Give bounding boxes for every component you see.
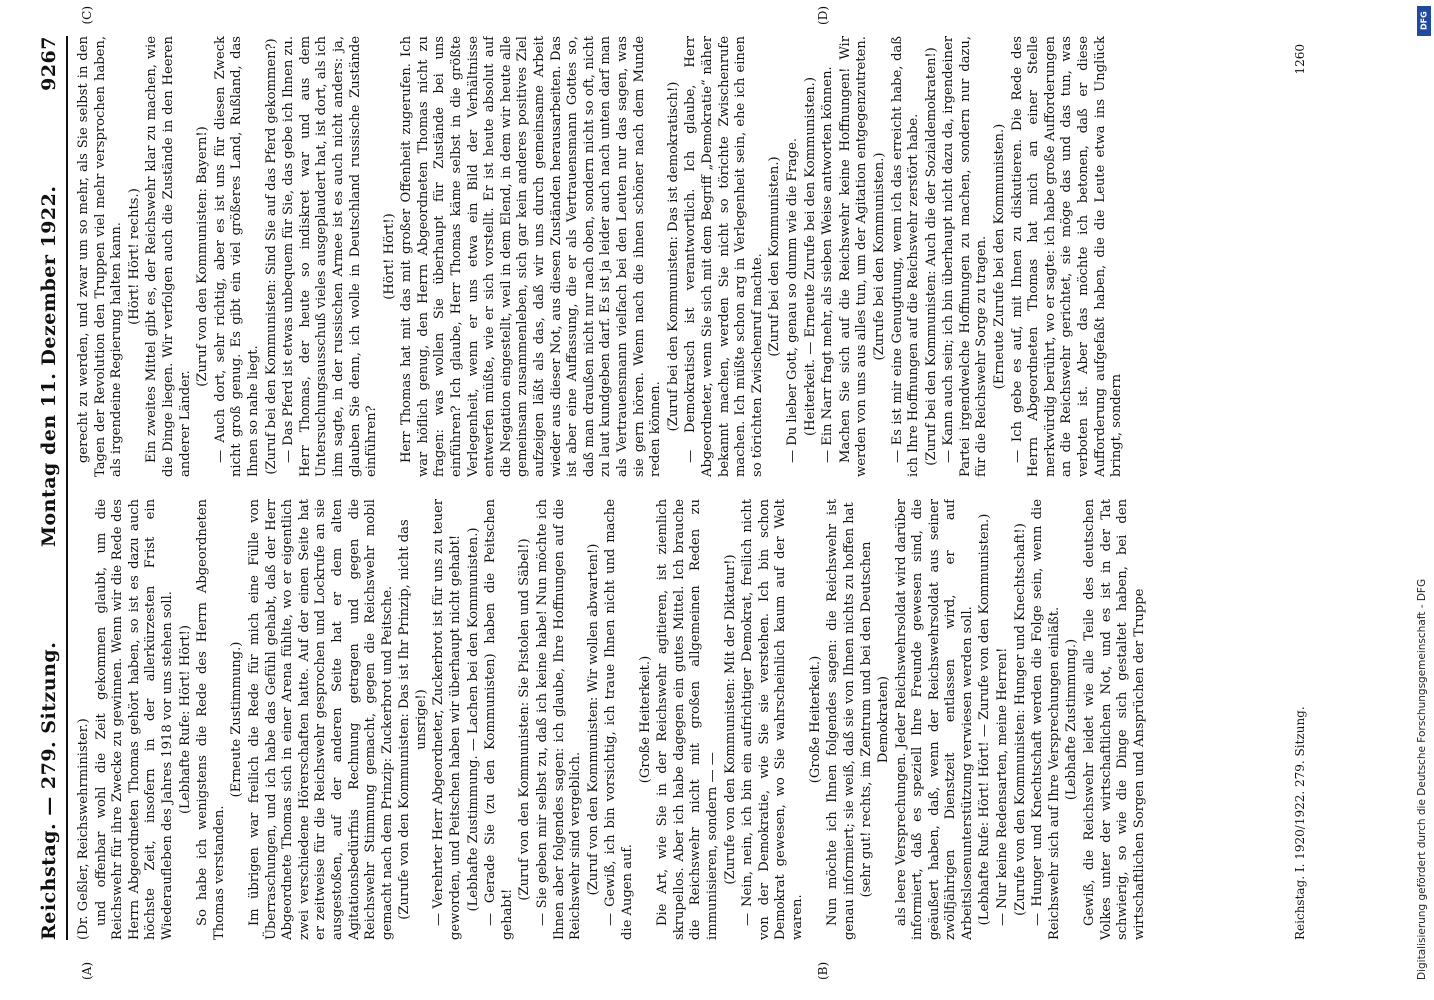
paragraph: — Gewiß, ich bin vorsichtig, ich traue Ihnen nicht und mache die Augen auf. [603, 499, 635, 940]
margin-marker-b: (B) [816, 961, 830, 980]
interjection: (Zurufe von den Kommunisten: Hunger und Knechtschaft!) [1012, 523, 1028, 916]
interjection: (Lebhafte Zustimmung.) [1064, 638, 1080, 801]
interjection: (Große Heiterkeit.) [807, 655, 823, 784]
paragraph: — Verehrter Herr Abgeordneter, Zuckerbrot ist für uns zu teuer geworden, und Peitschen haben wir überhaupt nicht gehabt! [431, 499, 464, 940]
interjection: (Lebhafte Rufe: Hört! Hört! — Zurufe von den Kommunisten.) [977, 513, 993, 926]
left-column [76, 499, 1291, 940]
paragraph: Herr Thomas hat mit das mit großer Offenheit zugerufen. Ich war höflich genug, den Herrn Abgeordneten Thomas nicht zu fragen: was wollen Sie überhaupt für Zustände bei uns einführen? Ich glaube, Herr Thomas käme selbst in die größte Verlegenheit, wenn er uns etwa ein Bild der Verhältnisse entwerfen müßte, wie er sich vorstellt. Er ist heute absolut auf die Negation eingestellt, weil in dem Elend, in dem wir heute alle gemeinsam zusammenleben, sich gar kein anderes positives Ziel aufzeigen läßt als das, daß wir uns durch gemeinsame Arbeit wieder aus dieser Not, aus diesen Zuständen herausarbeiten. Das ist aber eine Auffassung, die er als Vertrauensmann Gottes so, daß man draußen nicht nur nach oben, sondern nicht so oft, nicht zu laut kundgeben darf. Es ist ja leider auch nach unten darf man als Vertrauensmann vielfach bei den Leuten nur das sagen, was sie gern hören. Wenn nach die ihnen schöner nach dem Munde reden können. [399, 36, 664, 477]
paragraph: — Auch dort, sehr richtig, aber es ist uns für diesen Zweck nicht groß genug. Es gibt ein viel größeres Land, Rußland, das Ihnen so nahe liegt. [212, 36, 261, 477]
paragraph: — Sie geben mir selbst zu, daß ich keine habe! Nun möchte ich Ihnen aber folgendes sagen: ich glaube, Ihre Hoffnungen auf die Reichswehr sind vergeblich. [535, 499, 584, 940]
interjection: (Zurufe von den Kommunisten: Das ist Ihr Prinzip, nicht das unsrige!) [397, 519, 429, 920]
paragraph: — Nur keine Redensarten, meine Herren! [995, 647, 1011, 926]
interjection: (Zurufe bei den Kommunisten.) [871, 152, 887, 361]
header-date: Montag den 11. Dezember 1922. [38, 185, 60, 548]
paragraph: — Demokratisch ist verantwortlich. Ich glaube, Herr Abgeordneter, wenn Sie sich mit dem Begriff „Demokratie“ näher bekannt machen, werden Sie nicht so törichte Zwischenrufe machen. Ich müßte schon arg in Verlegenheit sein, ehe ich einen so törichten Zwischenruf machte. [683, 36, 765, 477]
margin-marker-c: (C) [80, 6, 94, 25]
interjection: (Dr. Geßler, Reichswehrminister.) [76, 718, 91, 940]
paragraph: — Das Pferd ist etwas unbequem für Sie, das gebe ich Ihnen zu. Herr Thomas, der heute so indiskret war und aus dem Untersuchungsausschuß vieles ausgeplaudert hat, ist dort, als ich ihm sagte, in der russischen Armee ist es auch nicht anders: ja, glauben Sie denn, ich wolle in Deutschland russische Zustände einführen? [281, 36, 380, 477]
page-number: 9267 [38, 36, 60, 91]
paragraph: — Nein, nein, ich bin ein aufrichtiger Demokrat, freilich nicht von der Demokratie, wie Sie sie verstehen. Ich bin schon Demokrat gewesen, wo Sie wahrscheinlich kaum auf der Welt waren. [740, 499, 805, 940]
interjection: (Große Heiterkeit.) [637, 655, 653, 784]
dfg-sidebar [1412, 0, 1434, 1000]
interjection: (Zurufe von den Kommunisten: Mit der Diktatur!) [722, 554, 738, 885]
paragraph: Nun möchte ich Ihnen folgendes sagen: die Reichswehr ist genau informiert; sie weiß, daß sie von Ihnen nichts zu hoffen hat [825, 499, 857, 940]
paragraph: Im übrigen war freilich die Rede für mich eine Fülle von Überraschungen, und ich habe das Gefühl gehabt, daß der Herr Abgeordnete Thomas sich in einer Arena fühlte, wo er eigentlich zwei verschiedene Hörerschaften hatte. Auf der einen Seite hat er zeitweise für die Reichswehr gesprochen und Lockrufe an sie ausgestoßen, auf der anderen Seite hat er dem alten Agitationsbedürfnis Rechnung getragen und gegen die Reichswehr Stimmung gemacht, gegen die Reichswehr mobil gemacht nach dem Prinzip: Zuckerbrot und Peitsche. [246, 499, 395, 940]
paragraph: — Du lieber Gott, genau so dumm wie die Frage. [784, 138, 800, 463]
paragraph: Die Art, wie Sie in der Reichswehr agitieren, ist ziemlich skrupellos. Aber ich habe dagegen ein gutes Mittel. Ich brauche die Reichswehr nicht mit großen allgemeinen Reden zu immunisieren, sondern — — [655, 499, 720, 940]
interjection: (sehr gut! rechts, im Zentrum und bei den Deutschen Demokraten) [859, 541, 891, 898]
paragraph: Gewiß, die Reichswehr leidet wie alle Teile des deutschen Volkes unter der wirtschaftlichen Not, und es ist in der Tat schwierig, so wie die Dinge sich gestaltet haben, bei den wirtschaftlichen Sorgen und Ansprüchen der Truppe [1082, 499, 1147, 940]
header-session: Reichstag. — 279. Sitzung. [38, 641, 60, 940]
margin-marker-d: (D) [816, 6, 830, 25]
text-columns [76, 6, 1291, 980]
interjection: (Zuruf von den Kommunisten: Sie Pistolen und Säbel!) [517, 538, 533, 901]
margin-marker-a: (A) [80, 961, 94, 980]
interjection: (Lebhafte Zustimmung. — Lachen bei den Kommunisten.) [465, 527, 481, 912]
interjection: (Lebhafte Rufe: Hört! Hört!) [177, 624, 193, 815]
paragraph: — Ein Narr fragt mehr, als sieben Weise antworten können. [820, 66, 836, 463]
interjection: (Zuruf bei den Kommunisten.) [767, 156, 783, 357]
paragraph: und offenbar wohl die Zeit gekommen glaubt, um die Reichswehr für ihre Zwecke zu gewinnen. Wenn wir die Rede des Herrn Abgeordneten Thomas gehört haben, so ist es dazu auch höchste Zeit, insofern in der allerkürzesten Frist ein Wiederaufleben des Jahres 1918 vor uns stehen soll. [93, 499, 175, 940]
interjection: (Heiterkeit. — Erneute Zurufe bei den Kommunisten.) [802, 77, 818, 436]
paragraph: Ein zweites Mittel gibt es, der Reichswehr klar zu machen, wie die Dinge liegen. Wir verfolgen auch die Zustände in den Heeren anderer Länder. [144, 36, 193, 477]
paragraph: — Kann auch sein; ich bin überhaupt nicht dazu da, irgendeiner Partei irgendwelche Hoffnungen zu machen, sondern nur dazu, für die Reichswehr Sorge zu tragen. [941, 36, 990, 477]
dfg-stamp: Digitalisierung gefördert durch die Deutsche Forschungsgemeinschaft - DFG [1416, 578, 1428, 980]
paragraph: als leere Versprechungen. Jeder Reichswehrsoldat wird darüber informiert, daß es speziell Ihre Freunde gewesen sind, die geäußert haben, daß, wenn der Reichswehrsoldat aus seiner zwölfjährigen Dienstzeit entlassen wird, er auf Arbeitslosenunterstützung verwiesen werden soll. [893, 499, 975, 940]
interjection: (Erneute Zurufe bei den Kommunisten.) [992, 123, 1008, 390]
right-column [76, 36, 1291, 477]
footer-reference: Reichstag. I. 1920/1922. 279. Sitzung. [1293, 706, 1307, 940]
page-header [38, 36, 68, 940]
paragraph: So habe ich wenigstens die Rede des Herrn Abgeordneten Thomas verstanden. [195, 499, 227, 940]
paragraph: — Es ist mir eine Genugtuung, wenn ich das erreicht habe, daß ich Ihre Hoffnungen auf die Reichswehr zerstört habe. [889, 36, 922, 477]
interjection: (Zuruf von den Kommunisten: Bayern!) [195, 126, 211, 387]
paragraph: — Gerade Sie (zu den Kommunisten) haben die Peitschen gehabt! [483, 499, 515, 940]
page-footer [1293, 36, 1307, 940]
interjection: (Hört! Hört! rechts.) [126, 188, 142, 325]
dfg-logo: DFG [1417, 6, 1431, 36]
paragraph: — Ich gebe es auf, mit Ihnen zu diskutieren. Die Rede des Herrn Abgeordneten Thomas hat mich an einer Stelle merkwürdig berührt, wo er sagte: ich habe große Aufforderungen an die Reichswehr gerichtet, sie möge das und das tun, was verboten ist. Aber das möchte ich betonen, daß er diese Aufforderung aufgefaßt haben, die die Leute etwa ins Unglück bringt, sondern [1009, 36, 1125, 477]
interjection: (Zuruf bei den Kommunisten: Das ist demokratisch!) [665, 81, 681, 432]
interjection: (Zuruf bei den Kommunisten: Auch die der Sozialdemokraten!) [923, 47, 939, 466]
paragraph: — Hunger und Knechtschaft werden die Folge sein, wenn die Reichswehr sich auf Ihre Versprechungen einläßt. [1030, 499, 1062, 940]
interjection: (Zuruf bei den Kommunisten: Sind Sie auf das Pferd gekommen?) [263, 38, 279, 475]
interjection: (Erneute Zustimmung.) [229, 641, 245, 798]
footer-sheet-number: 1260 [1293, 44, 1307, 75]
paragraph: gerecht zu werden, und zwar um so mehr, als Sie selbst in den Tagen der Revolution den Truppen viel mehr versprochen haben, als irgendeine Regierung halten kann. [76, 36, 125, 477]
paragraph: Machen Sie sich auf die Reichswehr keine Hoffnungen! Wir werden von uns aus alles tun, um der Agitation entgegenzutreten. [837, 36, 870, 477]
interjection: (Hört! Hört!) [381, 213, 397, 300]
interjection: (Zuruf von den Kommunisten: Wir wollen abwarten!) [585, 543, 601, 896]
